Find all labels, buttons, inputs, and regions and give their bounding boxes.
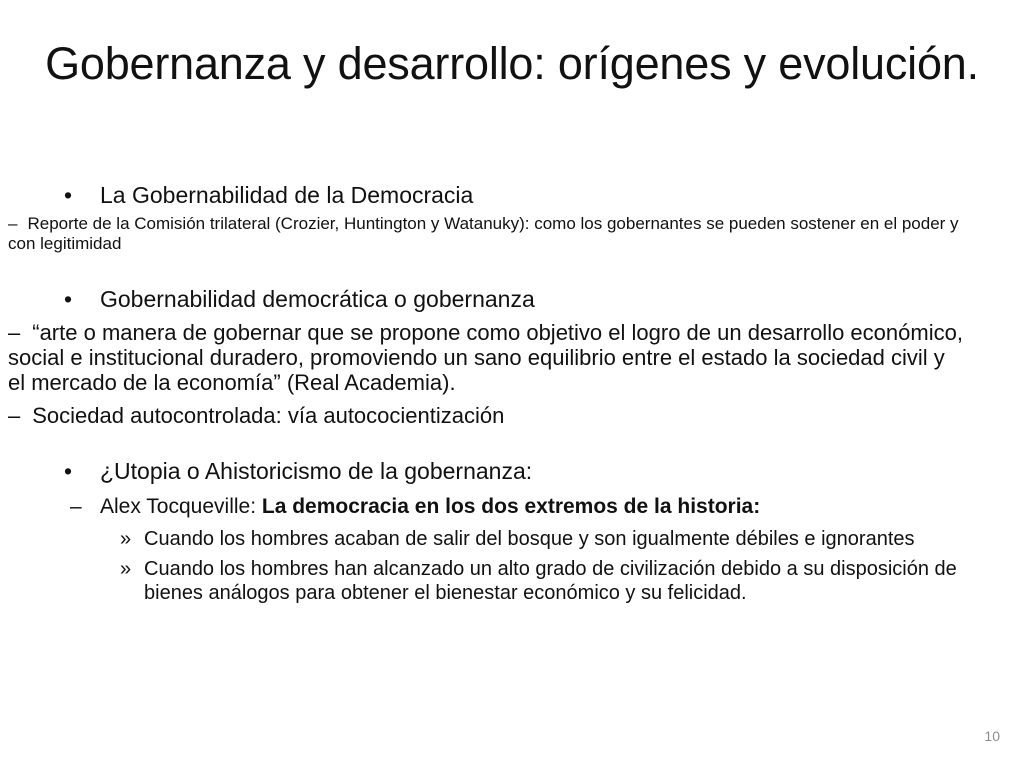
sub-item-text: Reporte de la Comisión trilateral (Crozier, Huntington y Watanuky): como los gobernantes se pueden sostener en el poder y con legitimidad — [8, 214, 959, 253]
nested-item-civilizacion — [64, 557, 964, 605]
raquo-marker: » — [120, 558, 132, 580]
bullet-gobernabilidad-democratica — [64, 284, 964, 314]
nested-item-text: Cuando los hombres han alcanzado un alto grado de civilización debido a su disposición de bienes análogos para obtener el bienestar económico y su felicidad. — [144, 558, 957, 604]
bullet-gobernabilidad-democracia — [64, 180, 964, 210]
bullet-text: La Gobernabilidad de la Democracia — [100, 182, 474, 208]
bullet-text: ¿Utopia o Ahistoricismo de la gobernanza: — [100, 458, 533, 484]
slide-body — [8, 180, 964, 605]
nested-item-bosque — [64, 527, 964, 551]
nested-item-text: Cuando los hombres acaban de salir del bosque y son igualmente débiles e ignorantes — [144, 528, 915, 550]
bullet-marker: • — [64, 458, 73, 484]
sub-item-comision-trilateral — [8, 214, 964, 254]
sub-item-definicion-gobernanza — [8, 320, 964, 395]
slide-title: Gobernanza y desarrollo: orígenes y evolución. — [45, 38, 979, 89]
raquo-marker: » — [120, 528, 132, 550]
sub-item-bold-text: La democracia en los dos extremos de la historia: — [261, 495, 761, 518]
bullet-marker: • — [64, 286, 73, 312]
sub-item-text: “arte o manera de gobernar que se propone como objetivo el logro de un desarrollo económico, social e institucional duradero, promoviendo un sano equilibrio entre el estado la sociedad civil y el mercado de la economía” (Real Academia). — [8, 320, 963, 395]
bullet-text: Gobernabilidad democrática o gobernanza — [100, 286, 535, 312]
dash-marker: – — [8, 403, 21, 428]
dash-marker: – — [8, 214, 18, 233]
page-number: 10 — [984, 728, 1000, 744]
dash-marker: – — [70, 495, 82, 518]
bullet-marker: • — [64, 182, 73, 208]
dash-marker: – — [8, 320, 21, 345]
sub-item-prefix: Alex Tocqueville: — [100, 495, 262, 518]
bullet-utopia — [64, 456, 964, 486]
sub-item-sociedad-autocontrolada — [8, 403, 964, 428]
sub-item-tocqueville — [64, 494, 964, 519]
sub-item-text: Sociedad autocontrolada: vía autococientización — [32, 403, 505, 428]
